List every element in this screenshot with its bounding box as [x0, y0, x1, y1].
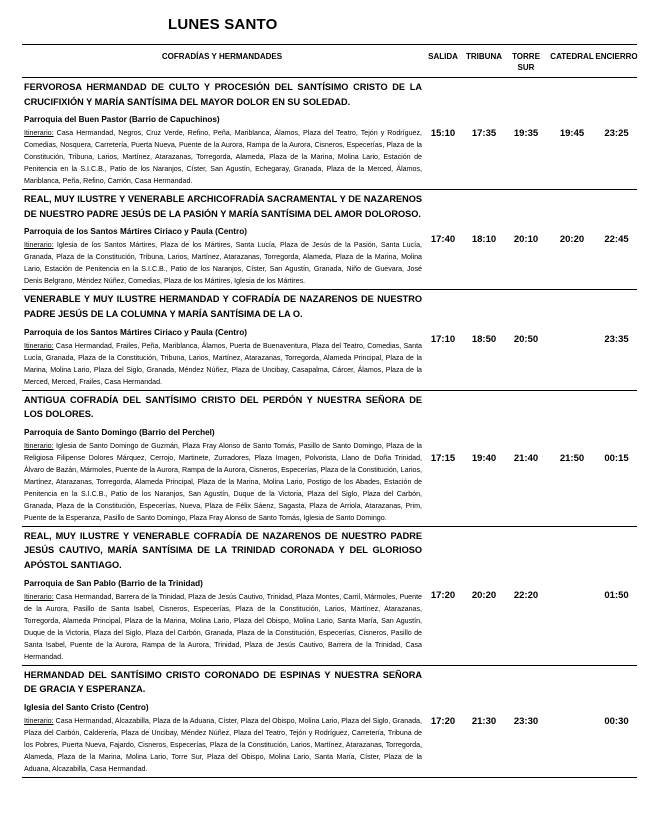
time-salida: 17:40 — [430, 234, 456, 246]
brotherhood-name: REAL, MUY ILUSTRE Y VENERABLE ARCHICOFRADÍA SACRAMENTAL Y DE NAZARENOS DE NUESTRO PADRE JESÚS DE LA PASIÓN Y MARÍA SANTÍSIMA DEL AMOR DOLOROSO. — [24, 194, 422, 219]
procession-table — [22, 44, 637, 778]
time-tribuna: 21:30 — [471, 715, 497, 727]
times-group — [422, 527, 637, 665]
time-torre-sur: 20:50 — [513, 334, 539, 346]
time-salida: 17:20 — [430, 590, 456, 602]
parish-name: Iglesia del Santo Cristo (Centro) — [24, 702, 149, 712]
time-encierro: 00:30 — [604, 715, 629, 727]
brotherhood-cell — [22, 527, 422, 665]
itinerary-label: Itinerario: — [24, 592, 54, 601]
brotherhood-name: REAL, MUY ILUSTRE Y VENERABLE COFRADÍA DE NAZARENOS DE NUESTRO PADRE JESÚS CAUTIVO, MARÍA SANTÍSIMA DE LA TRINIDAD CORONADA Y DEL GLORIOSO APÓSTOL SANTIAGO. — [24, 530, 422, 570]
itinerary-label: Itinerario: — [24, 241, 54, 250]
itinerary-text: Iglesia de los Santos Mártires, Plaza de los Mártires, Santa Lucía, Plaza de Jesús de la Pasión, Santa Lucía, Granada, Plaza de la Constitución, Tribuna, Larios, Martínez, Atarazanas, Torregorda, Alameda, Plaza de la Marina, Molina Lario, Estación de Penitencia en la S.I.C.B., Patio de los Naranjos, Císter, San Agustín, Granada, Niño de Guevara, José Denis Belgrano, Méndez Núñez, Comedias, Plaza de los Mártires, Iglesia de los Mártires. — [24, 241, 422, 286]
itinerary — [24, 440, 422, 524]
table-row — [22, 190, 637, 290]
itinerary-text: Casa Hermandad, Frailes, Peña, Mariblanca, Álamos, Puerta de Buenaventura, Plaza del Teatro, Comedias, Santa Lucía, Granada, Plaza de la Constitución, Tribuna, Larios, Martínez, Atarazanas, Torregorda, Alameda Principal, Plaza de la Marina, Molina Lario, Plaza del Siglo, Granada, Méndez Núñez, Plaza de Uncibay, Casapalma, Cárcer, Álamos, Plaza de la Merced, Merced, Frailes, Casa Hermandad. — [24, 341, 422, 386]
header-catedral: CATEDRAL — [550, 52, 594, 61]
parish-name: Parroquia del Buen Pastor (Barrio de Capuchinos) — [24, 115, 220, 125]
time-encierro: 01:50 — [604, 590, 629, 602]
time-catedral: 21:50 — [559, 452, 585, 464]
itinerary-label: Itinerario: — [24, 341, 54, 350]
time-torre-sur: 22:20 — [513, 590, 539, 602]
time-torre-sur: 21:40 — [513, 452, 539, 464]
header-torre-sur — [504, 45, 548, 77]
itinerary — [24, 127, 422, 187]
times-group — [422, 290, 637, 389]
times-group — [422, 391, 637, 526]
header-tribuna: TRIBUNA — [466, 52, 502, 61]
time-salida: 17:10 — [430, 334, 456, 346]
table-row — [22, 290, 637, 390]
header-torre-sur-line2: SUR — [517, 63, 535, 72]
brotherhood-name: HERMANDAD DEL SANTÍSIMO CRISTO CORONADO DE ESPINAS Y NUESTRA SEÑORA DE GRACIA Y ESPERANZA. — [24, 669, 422, 695]
brotherhood-cell — [22, 78, 422, 189]
time-torre-sur: 23:30 — [513, 715, 539, 727]
time-tribuna: 19:40 — [471, 452, 497, 464]
parish-name: Parroquia de los Santos Mártires Ciriaco y Paula (Centro) — [24, 227, 247, 237]
time-torre-sur: 19:35 — [513, 128, 539, 140]
time-torre-sur: 20:10 — [513, 234, 539, 246]
itinerary — [24, 340, 422, 388]
time-catedral: 20:20 — [559, 234, 585, 246]
itinerary-text: Casa Hermandad, Alcazabilla, Plaza de la Aduana, Císter, Plaza del Obispo, Molina Lario, Plaza del Siglo, Granada, Plaza del Carbón, Calderería, Plaza de Uncibay, Méndez Núñez, Plaza del Teatro, Tejón y Rodríguez, Carretería, Tribuna de los Pobres, Puerta Nueva, Fajardo, Cisneros, Especerías, Plaza de la Constitución, Larios, Martínez, Atarazanas, Torregorda, Alameda, Plaza de la Marina, Molina Lario, Torre Sur, Plaza del Obispo, Molina Lario, Santa María, Císter, Plaza de la Aduana, Alcazabilla, Casa Hermandad. — [24, 716, 422, 773]
itinerary — [24, 715, 422, 775]
itinerary-text: Casa Hermandad, Barrera de la Trinidad, Plaza de Jesús Cautivo, Trinidad, Plaza Montes, Carril, Mármoles, Puente de la Aurora, Pasillo de Santa Isabel, Cisneros, Especerías, Plaza de la Constitución, Larios, Martínez, Atarazanas, Torregorda, Alameda Principal, Plaza de la Marina, Molina Lario, Plaza del Obispo, Molina Lario, Santa María, San Agustín, Duque de la Victoria, Plaza del Siglo, Plaza del Carbón, Granada, Plaza de la Constitución, Especerías, Cisneros, Pasillo de Santa Isabel, Puente de la Aurora, Rampa de la Aurora, Trinidad, Plaza de Jesús Cautivo, Barrera de la Trinidad, Casa Hermandad. — [24, 592, 422, 661]
itinerary-label: Itinerario: — [24, 441, 54, 450]
brotherhood-cell — [22, 190, 422, 289]
time-encierro: 00:15 — [604, 452, 629, 464]
times-group — [422, 78, 637, 189]
time-tribuna: 18:50 — [471, 334, 497, 346]
table-row — [22, 527, 637, 666]
itinerary-label: Itinerario: — [24, 716, 54, 725]
table-row — [22, 391, 637, 527]
itinerary-text: Casa Hermandad, Negros, Cruz Verde, Refino, Peña, Mariblanca, Álamos, Plaza del Teatro, Tejón y Rodríguez, Comedias, Nosquera, Carretería, Puerta Nueva, Puente de la Aurora, Rampa de la Aurora, Cisneros, Especerías, Plaza de la Constitución, Tribuna, Larios, Martínez, Atarazanas, Torregorda, Alameda, Plaza de la Marina, Molina Lario, Estación de Penitencia en la S.I.C.B., Patio de los Naranjos, Císter, San Agustín, Echegaray, Granada, Plaza de la Merced, Álamos, Mariblanca, Peña, Refino, Carrión, Casa Hermandad. — [24, 129, 422, 186]
brotherhood-name: ANTIGUA COFRADÍA DEL SANTÍSIMO CRISTO DEL PERDÓN Y NUESTRA SEÑORA DE LOS DOLORES. — [24, 394, 422, 420]
time-encierro: 23:35 — [604, 334, 629, 346]
parish-name: Parroquia de San Pablo (Barrio de la Trinidad) — [24, 578, 203, 588]
times-group — [422, 190, 637, 289]
time-salida: 17:20 — [430, 715, 456, 727]
time-catedral: 19:45 — [559, 128, 585, 140]
time-salida: 15:10 — [430, 128, 456, 140]
table-header — [22, 44, 637, 78]
itinerary — [24, 239, 422, 287]
header-brotherhoods: COFRADÍAS Y HERMANDADES — [161, 52, 283, 61]
itinerary-label: Itinerario: — [24, 129, 54, 138]
page-title: LUNES SANTO — [168, 16, 278, 33]
brotherhood-cell — [22, 391, 422, 526]
time-tribuna: 17:35 — [471, 128, 497, 140]
brotherhood-cell — [22, 666, 422, 777]
brotherhood-name: VENERABLE Y MUY ILUSTRE HERMANDAD Y COFRADÍA DE NAZARENOS DE NUESTRO PADRE JESÚS DE LA COLUMNA Y MARÍA SANTÍSIMA DE LA O. — [24, 294, 422, 319]
table-row — [22, 78, 637, 190]
brotherhood-cell — [22, 290, 422, 389]
itinerary — [24, 591, 422, 663]
time-tribuna: 18:10 — [471, 234, 497, 246]
header-salida: SALIDA — [428, 52, 458, 61]
times-group — [422, 666, 637, 777]
time-salida: 17:15 — [430, 452, 456, 464]
header-torre-sur-line1: TORRE — [512, 52, 540, 61]
time-encierro: 22:45 — [604, 234, 629, 246]
brotherhood-name: FERVOROSA HERMANDAD DE CULTO Y PROCESIÓN DEL SANTÍSIMO CRISTO DE LA CRUCIFIXIÓN Y MARÍA SANTÍSIMA DEL MAYOR DOLOR EN SU SOLEDAD. — [24, 82, 422, 107]
parish-name: Parroquia de Santo Domingo (Barrio del Perchel) — [24, 427, 215, 437]
table-row — [22, 666, 637, 778]
time-tribuna: 20:20 — [471, 590, 497, 602]
parish-name: Parroquia de los Santos Mártires Ciriaco y Paula (Centro) — [24, 327, 247, 337]
time-encierro: 23:25 — [604, 128, 629, 140]
itinerary-text: Iglesia de Santo Domingo de Guzmán, Plaza Fray Alonso de Santo Tomás, Pasillo de Santo Domingo, Plaza de la Religiosa Filipense Dolores Márquez, Cerrojo, Martinete, Zurradores, Plaza Imagen, Polvorista, Llano de Doña Trinidad, Álvaro de Bazán, Mármoles, Puente de la Aurora, Rampa de la Aurora, Cisneros, Especerías, Plaza de la Constitución, Larios, Martínez, Atarazanas, Torregorda, Alameda Principal, Plaza de la Marina, Molina Lario, Postigo de los Abades, Estación de Penitencia en la S.I.C.B., Patio de los Naranjos, San Agustín, Duque de la Victoria, Plaza del Siglo, Plaza del Carbón, Granada, Plaza de la Constitución, Especerías, Nueva, Plaza de Félix Sáenz, Sagasta, Plaza de Arriola, Atarazanas, Prim, Puente de la Esperanza, Pasillo de Santo Domingo, Plaza Fray Alonso de Santo Tomás, Iglesia de Santo Domingo. — [24, 441, 422, 522]
header-encierro: ENCIERRO — [595, 52, 638, 61]
